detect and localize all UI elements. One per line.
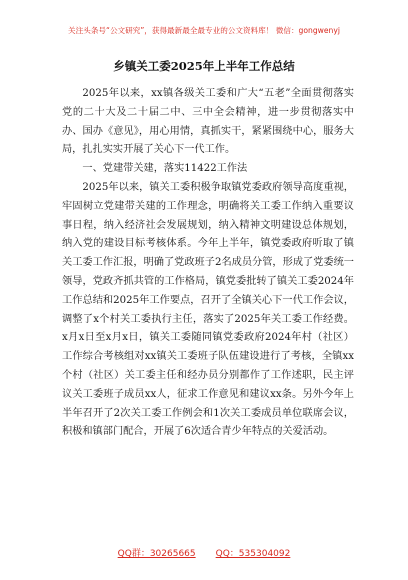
intro-paragraph: 2025年以来，xx镇各级关工委和广大“五老”全面贯彻落实党的二十大及二十届二中、三中全会精神，进一步贯彻落实中办、国办《意见》，用心用情，真抓实干，紧紧围绕中心，服务大局，扎扎实实开展了关心下一代工作。 (62, 88, 354, 156)
qq-group-link[interactable]: QQ群：30265665 (117, 549, 196, 559)
document-body (62, 85, 354, 442)
promo-banner: 关注头条号“公文研究”，获得最新最全最专业的公文资料库！ 微信：gongwenyj (68, 26, 340, 35)
qq-contact-link[interactable]: QQ：535304092 (215, 549, 291, 559)
contact-footer (0, 546, 408, 559)
document-title: 乡镇关工委2025年上半年工作总结 (113, 59, 295, 73)
section-heading: 一、党建带关建，落实11422工作法 (82, 163, 248, 175)
body-paragraph: 2025年以来，镇关工委积极争取镇党委政府领导高度重视，牢固树立党建带关建的工作理念，明确将关工委工作纳入重要议事日程，纳入经济社会发展规划，纳入精神文明建设总体规划，纳入党的建设目标考核体系。今年上半年，镇党委政府听取了镇关工委工作汇报，明确了党政班子2名成员分管，形成了党委统一领导，党政齐抓共管的工作格局，镇党委批转了镇关工委2024年工作总结和2025年工作要点，召开了全镇关心下一代工作会议，调整了x个村关工委执行主任，落实了2025年关工委工作经费。x月x日至x月x日，镇关工委随同镇党委政府2024年村（社区）工作综合考核组对xx镇关工委班子队伍建设进行了考核，全镇xx个村（社区）关工委主任和经办员分别都作了工作述职，民主评议关工委班子成员xx人，征求工作意见和建议xx条。另外今年上半年召开了2次关工委工作例会和1次关工委成员单位联席会议，积极和镇部门配合，开展了6次适合青少年特点的关爱活动。 (62, 181, 354, 438)
